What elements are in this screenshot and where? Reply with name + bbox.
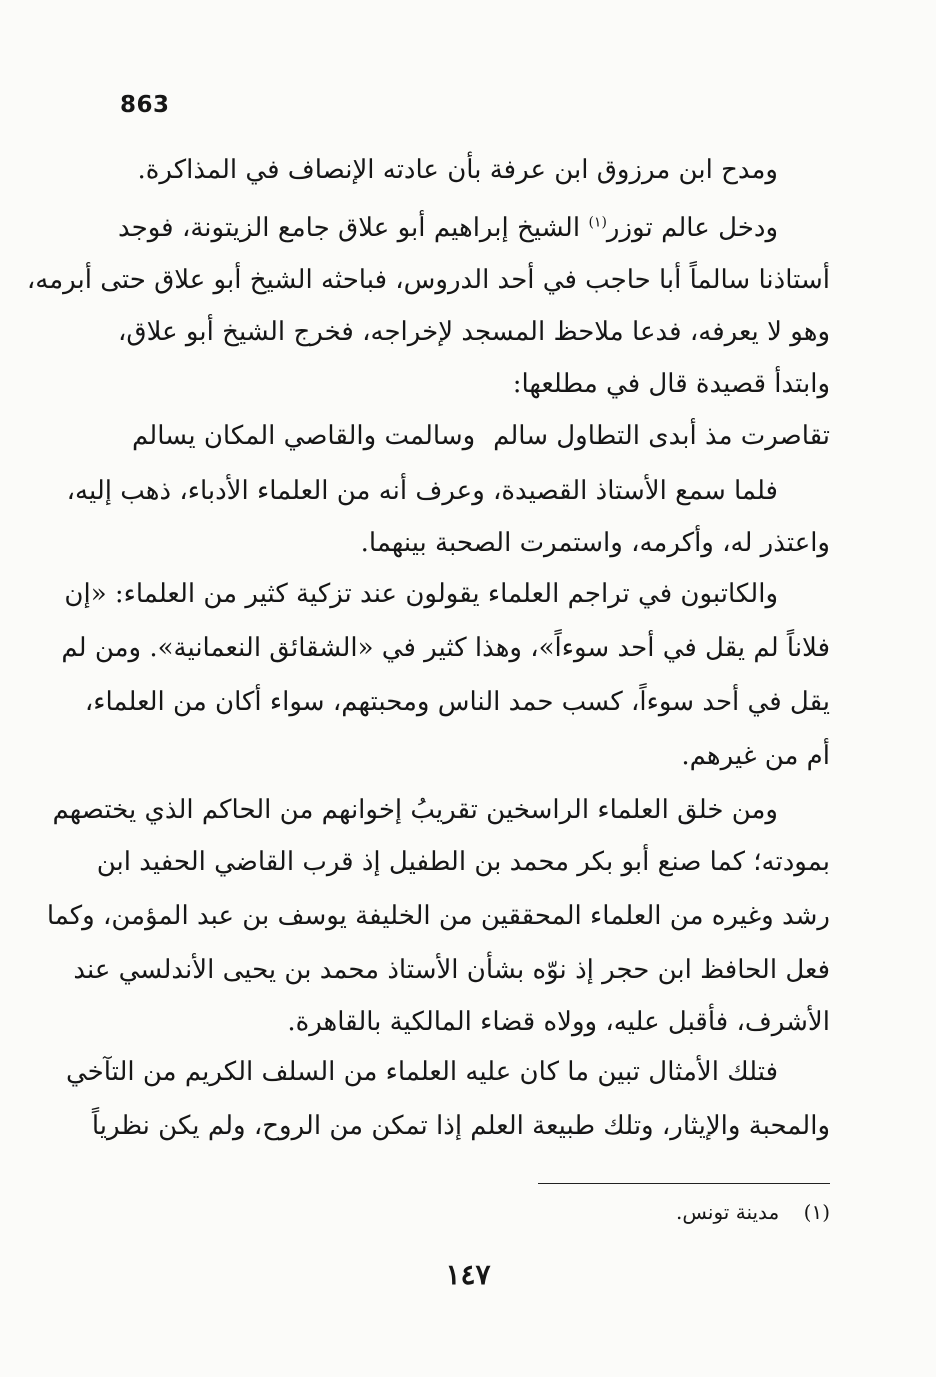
text-line: فعل الحافظ ابن حجر إذ نوّه بشأن الأستاذ محمد بن يحيى الأندلسي عند xyxy=(73,955,830,985)
text-fragment: الشيخ إبراهيم أبو علاق جامع الزيتونة، فوجد xyxy=(118,213,589,243)
footnote-reference: (١) xyxy=(588,214,607,231)
paragraph-4 xyxy=(61,568,830,776)
text-line: بمودته؛ كما صنع أبو بكر محمد بن الطفيل إذ قرب القاضي الحفيد ابن xyxy=(96,847,830,877)
text-line: واعتذر له، وأكرمه، واستمرت الصحبة بينهما. xyxy=(360,528,830,558)
paragraph-1 xyxy=(118,144,830,196)
text-line: وهو لا يعرفه، فدعا ملاحظ المسجد لإخراجه، فخرج الشيخ أبو علاق، xyxy=(118,317,830,347)
text-line: يقل في أحد سوءاً، كسب حمد الناس ومحبتهم، سواء أكان من العلماء، xyxy=(84,687,830,717)
top-page-number: 863 xyxy=(120,92,170,118)
footnote xyxy=(676,1200,830,1224)
text-line: رشد وغيره من العلماء المحققين من الخليفة يوسف بن عبد المؤمن، وكما xyxy=(46,901,830,931)
paragraph-3 xyxy=(66,465,830,569)
text-line: وابتدأ قصيدة قال في مطلعها: xyxy=(512,369,830,399)
poem-verse xyxy=(118,410,830,462)
text-line: أستاذنا سالماً أبا حاجب في أحد الدروس، فباحثه الشيخ أبو علاق حتى أبرمه، xyxy=(26,265,830,295)
text-line: فلاناً لم يقل في أحد سوءاً»، وهذا كثير في «الشقائق النعمانية». ومن لم xyxy=(61,633,830,663)
footnote-mark: (١) xyxy=(803,1200,830,1224)
paragraph-6 xyxy=(65,1046,830,1150)
verse-first-hemistich: تقاصرت مذ أبدى التطاول سالم xyxy=(493,421,830,451)
text-line: ومدح ابن مرزوق ابن عرفة بأن عادته الإنصاف في المذاكرة. xyxy=(137,155,778,185)
paragraph-5 xyxy=(46,784,830,1046)
text-line: والكاتبون في تراجم العلماء يقولون عند تزكية كثير من العلماء: «إن xyxy=(64,579,778,609)
text-line: فتلك الأمثال تبين ما كان عليه العلماء من السلف الكريم من التآخي xyxy=(65,1057,778,1087)
text-line: أم من غيرهم. xyxy=(681,741,830,771)
verse-second-hemistich: وسالمت والقاصي المكان يسالم xyxy=(132,421,476,451)
text-line: ومن خلق العلماء الراسخين تقريبُ إخوانهم من الحاكم الذي يختصهم xyxy=(52,795,778,825)
footnote-separator xyxy=(538,1183,830,1184)
footnote-text: مدينة تونس. xyxy=(676,1200,780,1224)
page-number: ١٤٧ xyxy=(445,1258,491,1291)
text-fragment: ودخل عالم توزر xyxy=(606,213,778,243)
text-line: الأشرف، فأقبل عليه، وولاه قضاء المالكية بالقاهرة. xyxy=(287,1007,830,1037)
text-line: فلما سمع الأستاذ القصيدة، وعرف أنه من العلماء الأدباء، ذهب إليه، xyxy=(66,476,778,506)
text-line xyxy=(118,202,830,254)
text-line: والمحبة والإيثار، وتلك طبيعة العلم إذا تمكن من الروح، ولم يكن نظرياً xyxy=(91,1111,830,1141)
paragraph-2 xyxy=(26,202,830,410)
